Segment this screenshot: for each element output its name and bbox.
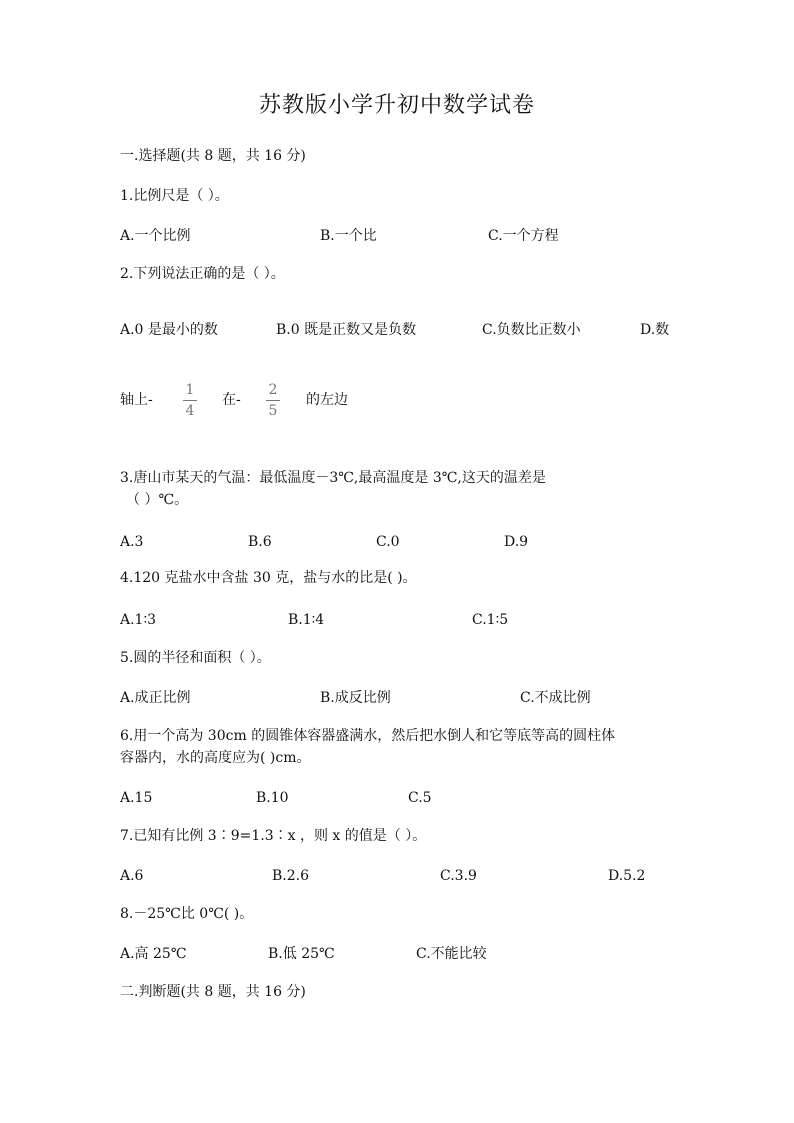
question-7-option-c: C.3.9: [440, 868, 477, 884]
fraction-denominator: 5: [268, 403, 278, 419]
question-7-option-d: D.5.2: [608, 868, 646, 884]
fraction-bar: [183, 400, 197, 401]
question-3-option-d: D.9: [504, 534, 529, 550]
question-2-stem: 2.下列说法正确的是（ ）。: [120, 266, 285, 282]
question-2-option-d-suffix: 的左边: [306, 392, 348, 408]
question-4-stem: 4.120 克盐水中含盐 30 克，盐与水的比是( )。: [120, 570, 417, 586]
question-6-option-a: A.15: [120, 790, 153, 806]
question-1-option-b: B.一个比: [320, 228, 377, 244]
fraction-one-quarter: [183, 382, 197, 419]
question-5-option-c: C.不成比例: [520, 690, 591, 706]
question-2-option-d-prefix: 轴上-: [120, 392, 153, 408]
fraction-bar: [266, 400, 280, 401]
fraction-numerator: 1: [185, 382, 195, 398]
question-5-stem: 5.圆的半径和面积（ ）。: [120, 650, 271, 666]
question-8-option-b: B.低 25℃: [268, 946, 335, 962]
question-4-option-c: C.1∶5: [472, 612, 509, 628]
question-6-option-c: C.5: [408, 790, 432, 806]
question-7-option-a: A.6: [120, 868, 144, 884]
question-3-option-a: A.3: [120, 534, 144, 550]
question-8-option-c: C.不能比较: [416, 946, 487, 962]
question-3-option-b: B.6: [248, 534, 272, 550]
question-2-option-d: D.数: [640, 322, 670, 338]
question-2-option-a: A.0 是最小的数: [120, 322, 218, 338]
question-3-option-c: C.0: [376, 534, 400, 550]
question-2-option-d-middle: 在-: [222, 392, 241, 408]
question-3-stem-line1: 3.唐山市某天的气温：最低温度－3℃,最高温度是 3℃,这天的温差是: [120, 470, 546, 486]
fraction-numerator: 2: [268, 382, 278, 398]
question-8-option-a: A.高 25℃: [120, 946, 187, 962]
question-8-stem: 8.－25℃比 0℃( )。: [120, 906, 254, 922]
question-6-stem-line2: 容器内，水的高度应为( )cm。: [120, 750, 311, 766]
question-4-option-a: A.1∶3: [120, 612, 157, 628]
page-title: 苏教版小学升初中数学试卷: [258, 93, 535, 118]
question-1-option-c: C.一个方程: [488, 228, 559, 244]
question-6-stem-line1: 6.用一个高为 30cm 的圆锥体容器盛满水，然后把水倒人和它等底等高的圆柱体: [120, 728, 616, 744]
question-6-option-b: B.10: [256, 790, 289, 806]
question-1-option-a: A.一个比例: [120, 228, 191, 244]
question-1-stem: 1.比例尺是（ ）。: [120, 188, 229, 204]
fraction-two-fifths: [266, 382, 280, 419]
question-5-option-a: A.成正比例: [120, 690, 191, 706]
question-3-stem-line2: （ ）℃。: [126, 492, 189, 508]
question-4-option-b: B.1∶4: [288, 612, 325, 628]
question-7-option-b: B.2.6: [272, 868, 310, 884]
question-7-stem: 7.已知有比例 3∶9=1.3∶x ，则 x 的值是（ ）。: [120, 828, 427, 844]
section-heading-judgement: 二.判断题(共 8 题，共 16 分): [120, 984, 306, 1000]
question-2-option-b: B.0 既是正数又是负数: [276, 322, 417, 338]
fraction-denominator: 4: [185, 403, 195, 419]
section-heading-choice: 一.选择题(共 8 题，共 16 分): [120, 148, 306, 164]
question-2-option-c: C.负数比正数小: [482, 322, 581, 338]
question-5-option-b: B.成反比例: [320, 690, 391, 706]
